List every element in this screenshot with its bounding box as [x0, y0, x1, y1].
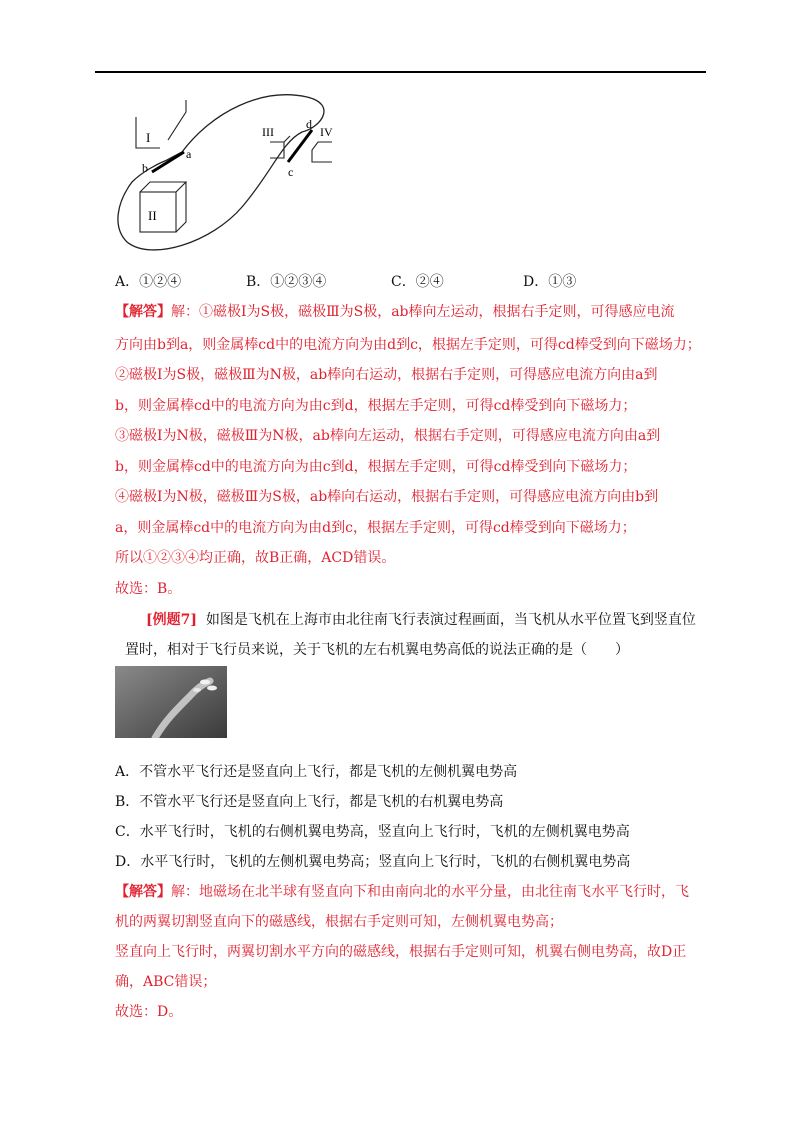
- q7-answer-line-1: 【解答】解：地磁场在北半球有竖直向下和由南向北的水平分量，由北往南飞水平飞行时，飞: [115, 884, 689, 900]
- q7-answer-line-3: 竖直向上飞行时，两翼切割水平方向的磁感线，根据右手定则可知，机翼右侧电势高，故D正: [115, 944, 687, 960]
- q6-option-b: B．①②③④: [246, 274, 327, 290]
- label-II: II: [148, 208, 157, 223]
- q7-stem-line-2: 置时，相对于飞行员来说，关于飞机的左右机翼电势高低的说法正确的是（ ）: [125, 642, 629, 658]
- q6-answer-line-4: b，则金属棒cd中的电流方向为由c到d，根据左手定则，可得cd棒受到向下磁场力；: [115, 398, 637, 414]
- q7-option-b: B．不管水平飞行还是竖直向上飞行，都是飞机的右机翼电势高: [115, 794, 504, 810]
- magnet-I: [136, 100, 186, 148]
- label-a: a: [186, 147, 192, 161]
- q6-answer-line-5: ③磁极Ⅰ为N极，磁极Ⅲ为N极，ab棒向左运动，根据右手定则，可得感应电流方向由a到: [115, 428, 661, 444]
- label-III: III: [262, 125, 274, 139]
- q7-answer-line-5: 故选：D。: [115, 1004, 183, 1020]
- q7-stem-line-1: [例题7] 如图是飞机在上海市由北往南飞行表演过程画面，当飞机从水平位置飞到竖直位: [146, 612, 696, 628]
- plane-2: [207, 686, 217, 691]
- q7-option-c: C．水平飞行时，飞机的右侧机翼电势高，竖直向上飞行时，飞机的左侧机翼电势高: [115, 824, 630, 840]
- plane-3: [193, 688, 201, 692]
- rod-cd: [288, 130, 312, 162]
- q6-answer-line-8: a，则金属棒cd中的电流方向为由d到c，根据左手定则，可得cd棒受到向下磁场力；: [115, 520, 636, 536]
- magnet-II: [140, 192, 176, 232]
- label-IV: IV: [320, 125, 333, 139]
- q6-options: [115, 271, 715, 295]
- q7-answer-line-4: 确，ABC错误；: [115, 974, 217, 990]
- circuit-figure: [112, 92, 337, 258]
- q6-answer-line-7: ④磁极Ⅰ为N极，磁极Ⅲ为S极，ab棒向右运动，根据右手定则，可得感应电流方向由b到: [115, 489, 659, 505]
- header-rule: [95, 71, 706, 73]
- airshow-photo: [115, 666, 227, 738]
- magnet-IV: [312, 142, 332, 162]
- q6-option-c: C．②④: [391, 274, 444, 290]
- q7-label: [例题7]: [146, 612, 197, 628]
- label-I: I: [146, 130, 151, 145]
- q6-answer-tag: 【解答】: [115, 304, 171, 320]
- label-c: c: [288, 165, 294, 179]
- q6-option-d: D．①③: [523, 274, 577, 290]
- label-b: b: [142, 161, 148, 175]
- q7-answer-line-2: 机的两翼切割竖直向下的磁感线，根据右手定则可知，左侧机翼电势高；: [115, 914, 563, 930]
- label-d: d: [306, 117, 312, 131]
- q6-answer-line-3: ②磁极Ⅰ为S极，磁极Ⅲ为N极，ab棒向右运动，根据右手定则，可得感应电流方向由a到: [115, 367, 658, 383]
- q6-answer-line-1: 【解答】解：①磁极Ⅰ为S极，磁极Ⅲ为S极，ab棒向左运动，根据右手定则，可得感应电流: [115, 304, 675, 320]
- q6-answer-line-10: 故选：B。: [115, 581, 182, 597]
- q6-answer-line-6: b，则金属棒cd中的电流方向为由c到d，根据左手定则，可得cd棒受到向下磁场力；: [115, 459, 637, 475]
- q7-option-d: D．水平飞行时，飞机的左侧机翼电势高；竖直向上飞行时，飞机的右侧机翼电势高: [115, 854, 631, 870]
- q7-option-a: A．不管水平飞行还是竖直向上飞行，都是飞机的左侧机翼电势高: [115, 764, 518, 780]
- q6-answer-line-9: 所以①②③④均正确，故B正确，ACD错误。: [115, 550, 396, 566]
- q6-answer-line-2: 方向由b到a，则金属棒cd中的电流方向为由d到c，根据左手定则，可得cd棒受到向下磁场力；: [115, 337, 701, 353]
- q6-option-a: A．①②④: [115, 274, 182, 290]
- q7-answer-tag: 【解答】: [115, 884, 171, 900]
- plane-1: [200, 680, 210, 685]
- rod-ab: [152, 152, 184, 172]
